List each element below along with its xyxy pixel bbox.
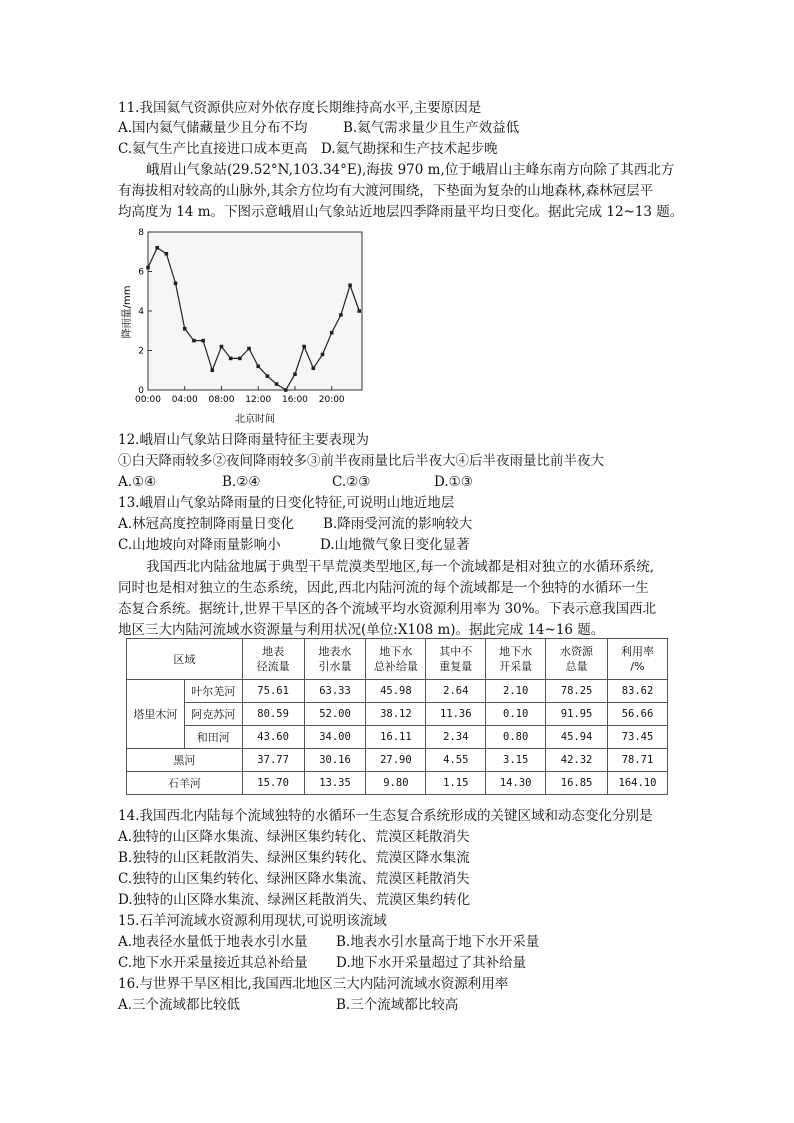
table-cell: 45.94 bbox=[546, 726, 608, 749]
row-name: 黑河 bbox=[127, 749, 243, 772]
table-cell: 63.33 bbox=[304, 680, 366, 703]
table-cell: 27.90 bbox=[366, 749, 426, 772]
q11-option-c: C.氦气生产比直接进口成本更高 bbox=[118, 141, 308, 157]
rainfall-point bbox=[275, 382, 279, 386]
q14-option-c: C.独特的山区集约转化、绿洲区降水集流、荒漠区耗散消失 bbox=[118, 871, 470, 887]
rainfall-point bbox=[348, 284, 352, 288]
q13-option-d: D.山地微气象日变化显著 bbox=[320, 537, 470, 553]
table-cell: 14.30 bbox=[486, 772, 546, 795]
q12-items: ①白天降雨较多②夜间降雨较多③前半夜雨量比后半夜大④后半夜雨量比前半夜大 bbox=[118, 453, 604, 469]
rainfall-diurnal-chart bbox=[118, 222, 370, 427]
rainfall-point bbox=[312, 366, 316, 370]
q12-option-c: C.②③ bbox=[332, 474, 371, 490]
table-cell: 13.35 bbox=[304, 772, 366, 795]
x-tick-label: 12:00 bbox=[245, 395, 272, 405]
y-tick-label: 8 bbox=[138, 228, 144, 238]
table-row bbox=[127, 703, 668, 726]
q14-option-a: A.独特的山区降水集流、绿洲区集约转化、荒漠区耗散消失 bbox=[118, 829, 470, 845]
table-cell: 164.10 bbox=[608, 772, 668, 795]
q15-option-c: C.地下水开采量接近其总补给量 bbox=[118, 955, 308, 971]
table-cell: 3.15 bbox=[486, 749, 546, 772]
header-region: 区域 bbox=[127, 639, 243, 680]
rainfall-point bbox=[220, 345, 224, 349]
x-tick-label: 00:00 bbox=[135, 395, 161, 405]
rainfall-point bbox=[146, 266, 150, 270]
rainfall-point bbox=[266, 374, 270, 378]
q11-option-d: D.氦气勘探和生产技术起步晚 bbox=[321, 141, 498, 157]
row-name: 阿克苏河 bbox=[184, 703, 242, 726]
q13-option-b: B.降雨受河流的影响较大 bbox=[323, 516, 473, 532]
table-cell: 1.15 bbox=[426, 772, 486, 795]
passage2-line3: 态复合系统。据统计,世界干旱区的各个流域平均水资源利用率为 30%。下表示意我国西北 bbox=[118, 601, 657, 617]
header-surface-runoff: 地表 径流量 bbox=[242, 639, 304, 680]
rainfall-point bbox=[247, 347, 251, 351]
y-tick-label: 4 bbox=[138, 307, 144, 317]
table-cell: 0.10 bbox=[486, 703, 546, 726]
passage1-line2: 有海拔相对较高的山脉外,其余方位均有大渡河围绕，下垫面为复杂的山地森林,森林冠层平 bbox=[118, 183, 654, 199]
table-cell: 37.77 bbox=[242, 749, 304, 772]
header-groundwater-recharge: 地下水 总补给量 bbox=[366, 639, 426, 680]
q14-stem: 14.我国西北内陆每个流域独特的水循环一生态复合系统形成的关键区域和动态变化分别是 bbox=[118, 808, 653, 824]
x-tick-label: 04:00 bbox=[171, 395, 198, 405]
q16-option-b: B.三个流域都比较高 bbox=[336, 997, 459, 1013]
table-cell: 38.12 bbox=[366, 703, 426, 726]
q12-option-a: A.①④ bbox=[118, 474, 157, 490]
table-cell: 78.25 bbox=[546, 680, 608, 703]
row-name: 叶尔羌河 bbox=[184, 680, 242, 703]
x-tick-label: 16:00 bbox=[281, 395, 308, 405]
rainfall-point bbox=[330, 331, 334, 335]
q16-stem: 16.与世界干旱区相比,我国西北地区三大内陆河流域水资源利用率 bbox=[118, 976, 509, 992]
q12-stem: 12.峨眉山气象站日降雨量特征主要表现为 bbox=[118, 432, 369, 448]
passage2-line1: 我国西北内陆盆地属于典型干旱荒漠类型地区,每一个流域都是相对独立的水循环系统, bbox=[146, 559, 655, 575]
header-non-repeated: 其中不 重复量 bbox=[426, 639, 486, 680]
q15-option-b: B.地表水引水量高于地下水开采量 bbox=[336, 934, 540, 950]
table-cell: 2.34 bbox=[426, 726, 486, 749]
rainfall-point bbox=[302, 345, 306, 349]
rainfall-point bbox=[183, 327, 187, 331]
q15-stem: 15.石羊河流域水资源利用现状,可说明该流域 bbox=[118, 913, 387, 929]
table-cell: 56.66 bbox=[608, 703, 668, 726]
table-cell: 43.60 bbox=[242, 726, 304, 749]
q12-option-b: B.②④ bbox=[222, 474, 261, 490]
table-cell: 15.70 bbox=[242, 772, 304, 795]
q15-option-d: D.地下水开采量超过了其补给量 bbox=[336, 955, 527, 971]
y-tick-label: 2 bbox=[138, 346, 144, 357]
q14-option-b: B.独特的山区耗散消失、绿洲区集约转化、荒漠区降水集流 bbox=[118, 850, 470, 866]
table-cell: 30.16 bbox=[304, 749, 366, 772]
q12-option-d: D.①③ bbox=[434, 474, 473, 490]
x-tick-label: 20:00 bbox=[318, 395, 345, 405]
table-cell: 91.95 bbox=[546, 703, 608, 726]
table-row bbox=[127, 680, 668, 703]
rainfall-point bbox=[229, 357, 233, 361]
row-name: 石羊河 bbox=[127, 772, 243, 795]
table-cell: 16.85 bbox=[546, 772, 608, 795]
passage2-line4: 地区三大内陆河流域水资源量与利用状况(单位:X108 m)。据此完成 14~16 题。 bbox=[118, 622, 605, 638]
rainfall-point bbox=[165, 252, 169, 256]
table-cell: 11.36 bbox=[426, 703, 486, 726]
table-cell: 52.00 bbox=[304, 703, 366, 726]
x-axis-label: 北京时间 bbox=[235, 414, 275, 425]
rainfall-point bbox=[357, 309, 361, 313]
table-cell: 80.59 bbox=[242, 703, 304, 726]
q14-option-d: D.独特的山区降水集流、绿洲区耗散消失、荒漠区集约转化 bbox=[118, 892, 471, 908]
table-cell: 73.45 bbox=[608, 726, 668, 749]
table-row bbox=[127, 726, 668, 749]
table-row bbox=[127, 749, 668, 772]
plot-area bbox=[148, 232, 362, 390]
y-tick-label: 0 bbox=[138, 386, 144, 396]
table-cell: 42.32 bbox=[546, 749, 608, 772]
passage2-line2: 同时也是相对独立的生态系统，因此,西北内陆河流的每个流域都是一个独特的水循环一生 bbox=[118, 580, 649, 596]
q11-option-a: A.国内氦气储藏量少且分布不均 bbox=[118, 120, 308, 136]
q13-stem: 13.峨眉山气象站降雨量的日变化特征,可说明山地近地层 bbox=[118, 495, 455, 511]
q15-option-a: A.地表径水量低于地表水引水量 bbox=[118, 934, 308, 950]
table-cell: 2.10 bbox=[486, 680, 546, 703]
table-cell: 0.80 bbox=[486, 726, 546, 749]
water-resource-table bbox=[126, 638, 668, 795]
table-cell: 83.62 bbox=[608, 680, 668, 703]
table-cell: 45.98 bbox=[366, 680, 426, 703]
rainfall-point bbox=[210, 368, 214, 372]
row-name: 和田河 bbox=[184, 726, 242, 749]
rainfall-point bbox=[174, 282, 178, 286]
q11-stem: 11.我国氦气资源供应对外依存度长期维持高水平,主要原因是 bbox=[118, 100, 482, 116]
header-utilization-rate: 利用率 /% bbox=[608, 639, 668, 680]
q13-option-a: A.林冠高度控制降雨量日变化 bbox=[118, 516, 295, 532]
table-cell: 2.64 bbox=[426, 680, 486, 703]
q13-option-c: C.山地坡向对降雨量影响小 bbox=[118, 537, 281, 553]
table-cell: 75.61 bbox=[242, 680, 304, 703]
passage1-line3: 均高度为 14 m。下图示意峨眉山气象站近地层四季降雨量平均日变化。据此完成 12~13 题。 bbox=[118, 204, 684, 220]
y-tick-label: 6 bbox=[138, 267, 144, 278]
header-total-resources: 水资源 总量 bbox=[546, 639, 608, 680]
table-cell: 78.71 bbox=[608, 749, 668, 772]
rainfall-point bbox=[201, 339, 205, 343]
rainfall-point bbox=[238, 357, 242, 361]
table-cell: 9.80 bbox=[366, 772, 426, 795]
rainfall-point bbox=[256, 365, 260, 369]
table-header-row bbox=[127, 639, 668, 680]
group-tarim: 塔里木河 bbox=[127, 680, 185, 749]
rainfall-point bbox=[284, 388, 288, 392]
rainfall-point bbox=[155, 246, 159, 250]
rainfall-point bbox=[192, 339, 196, 343]
rainfall-point bbox=[293, 372, 297, 376]
header-groundwater-extraction: 地下水 开采量 bbox=[486, 639, 546, 680]
x-tick-label: 08:00 bbox=[208, 395, 235, 405]
rainfall-point bbox=[321, 353, 325, 357]
passage1-line1: 峨眉山气象站(29.52°N,103.34°E),海拔 970 m,位于峨眉山主峰东南方向除了其西北方 bbox=[146, 162, 675, 178]
table-row bbox=[127, 772, 668, 795]
table-cell: 4.55 bbox=[426, 749, 486, 772]
q16-option-a: A.三个流域都比较低 bbox=[118, 997, 241, 1013]
header-surface-diversion: 地表水 引水量 bbox=[304, 639, 366, 680]
table-cell: 16.11 bbox=[366, 726, 426, 749]
y-axis-label: 降雨量/mm bbox=[122, 285, 133, 339]
rainfall-point bbox=[339, 313, 343, 317]
table-cell: 34.00 bbox=[304, 726, 366, 749]
q11-option-b: B.氦气需求量少且生产效益低 bbox=[343, 120, 520, 136]
